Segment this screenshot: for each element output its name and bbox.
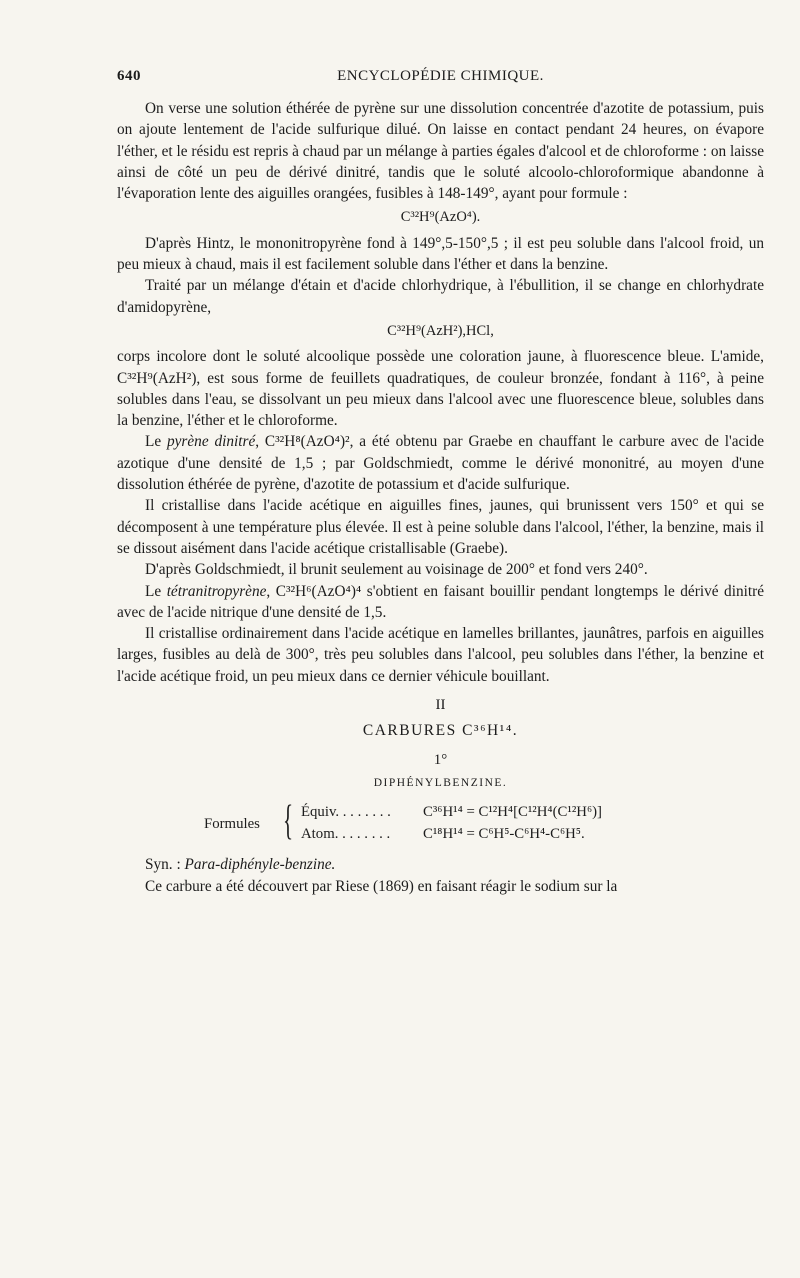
- formula-row-atom: [301, 824, 585, 845]
- paragraph: Traité par un mélange d'étain et d'acide chlorhydrique, à l'ébullition, il se change en chlorhydrate d'amidopyrène,: [117, 277, 764, 316]
- formula-row-value: C³⁶H¹⁴ = C¹²H⁴[C¹²H⁴(C¹²H⁶)]: [423, 804, 602, 821]
- section-roman-numeral: II: [435, 697, 446, 714]
- synonym-label: Syn. :: [145, 856, 185, 874]
- formula-mononitropyrene: C³²H⁹(AzO⁴).: [400, 209, 481, 226]
- paragraph: Il cristallise ordinairement dans l'acide acétique en lamelles brillantes, jaunâtres, parfois en aiguilles larges, fusibles au delà de 300°, très peu solubles dans l'alcool, peu solubles dans l'éther, la benzine et l'acide acétique froid, un peu mieux dans ce dernier véhicule bouillant.: [117, 625, 764, 685]
- text: Le: [145, 582, 167, 600]
- subsection-title: DIPHÉNYLBENZINE.: [373, 776, 508, 789]
- page-header: [117, 68, 764, 92]
- formula-row-equiv: [301, 802, 602, 823]
- page-number: 640: [117, 68, 141, 84]
- text: , C³²H⁸(AzO⁴)², a été obtenu par Graebe en chauffant le carbure avec de l'acide azotique d'une densité de 1,5 ; par Goldschmiedt, comme le dérivé mononitré, au moyen d'une dissolution éthérée de pyrène, d'azotite de potassium et d'acide sulfurique.: [117, 433, 764, 494]
- section-title: CARBURES C³⁶H¹⁴.: [362, 722, 519, 740]
- italic-term: pyrène dinitré: [166, 433, 256, 451]
- paragraph: [117, 581, 764, 624]
- text: Le: [145, 433, 167, 451]
- paragraph: D'après Goldschmiedt, il brunit seulement au voisinage de 200° et fond vers 240°.: [145, 561, 648, 579]
- synonym-line: [117, 854, 764, 875]
- brace-symbol: {: [283, 798, 294, 845]
- synonym-value: Para-diphényle-benzine.: [184, 856, 336, 874]
- formulas-block: [117, 798, 764, 848]
- paragraph: Il cristallise dans l'acide acétique en aiguilles fines, jaunes, qui brunissent vers 150° et qui se décomposent à une température plus élevée. Il est à peine soluble dans l'alcool, l'éther, la benzine, mais il se dissout aisément dans l'acide acétique cristallisable (Graebe).: [117, 497, 764, 557]
- italic-term: tétranitropyrène: [166, 582, 267, 600]
- paragraph: D'après Hintz, le mononitropyrène fond à 149°,5-150°,5 ; il est peu soluble dans l'alcool froid, un peu mieux à chaud, mais il est facilement soluble dans l'éther et dans la benzine.: [117, 234, 764, 274]
- formulas-label: Formules: [204, 816, 260, 833]
- formula-row-name: Équiv. . . . . . . .: [301, 804, 391, 821]
- running-title: ENCYCLOPÉDIE CHIMIQUE.: [337, 68, 544, 84]
- paragraph: On verse une solution éthérée de pyrène sur une dissolution concentrée d'azotite de potassium, puis on ajoute lentement de l'acide sulfurique dilué. On laisse en contact pendant 24 heures, on évapore l'éther, et le résidu est repris à chaud par un mélange à parties égales d'alcool et de chloroforme : on laisse ainsi de côté un peu de dérivé dinitré, tandis que le soluté alcoolo-chloroformique abandonne à l'évaporation lente des aiguilles orangées, fusibles à 148-149°, ayant pour formule :: [117, 100, 764, 203]
- paragraph: [117, 431, 764, 495]
- formula-row-value: C¹⁸H¹⁴ = C⁶H⁵-C⁶H⁴-C⁶H⁵.: [423, 826, 585, 843]
- body-text: [117, 98, 764, 897]
- formula-row-name: Atom. . . . . . . .: [301, 826, 391, 843]
- formula-chlorhydrate: C³²H⁹(AzH²),HCl,: [387, 322, 494, 339]
- text: , C³²H⁶(AzO⁴)⁴ s'obtient en faisant bouillir pendant longtemps le dérivé dinitré avec de l'acide nitrique d'une densité de 1,5.: [117, 582, 764, 621]
- paragraph-last-line: Ce carbure a été découvert par Riese (1869) en faisant réagir le sodium sur la: [145, 877, 618, 895]
- paragraph: corps incolore dont le soluté alcoolique possède une coloration jaune, à fluorescence bleue. L'amide, C³²H⁹(AzH²), est sous forme de feuillets quadratiques, de couleur bronzée, fondant à 116°, à peine solubles dans l'eau, se dissolvant un peu mieux dans l'alcool avec une fluorescence bleue, solubles dans la benzine, l'éther et le chloroforme.: [117, 348, 764, 430]
- subsection-number: 1°: [433, 751, 448, 768]
